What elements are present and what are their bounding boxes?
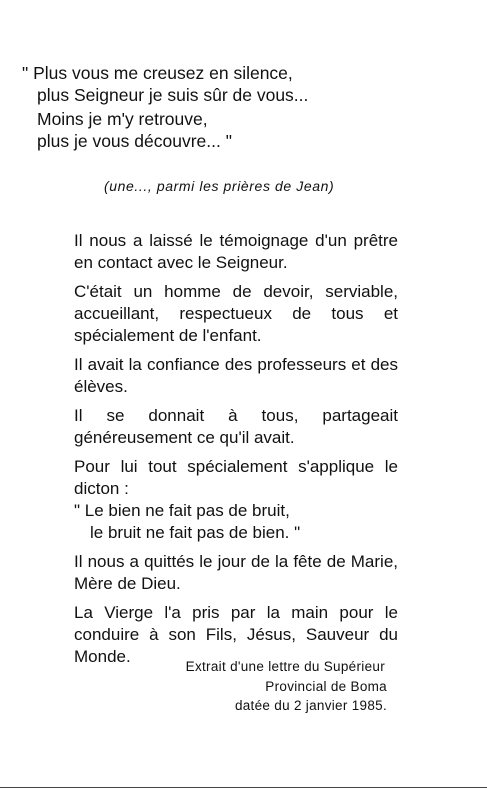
paragraph-saying-intro: Pour lui tout spécialement s'applique le dicton :: [74, 457, 398, 498]
source-line-2: Provincial de Boma: [265, 678, 387, 694]
opening-quote: [22, 62, 422, 152]
paragraph-passing: Il nous a quittés le jour de la fête de Marie, Mère de Dieu.: [74, 552, 398, 593]
tribute-text: [74, 230, 398, 675]
source-line-3: datée du 2 janvier 1985.: [234, 698, 387, 713]
quote-line-2: plus Seigneur je suis sûr de vous...: [37, 85, 309, 105]
quote-line-4: plus je vous découvre... ": [37, 131, 232, 151]
paragraph-confidence: Il avait la confiance des professeurs et des élèves.: [74, 355, 398, 396]
paragraph-character: C'était un homme de devoir, serviable, accueillant, respectueux de tous et spécialement de l'enfant.: [74, 282, 398, 345]
saying-line-1: " Le bien ne fait pas de bruit,: [74, 501, 290, 520]
quote-line-1: " Plus vous me creusez en silence,: [22, 63, 293, 83]
saying-line-2: le bruit ne fait pas de bien. ": [90, 523, 301, 542]
bottom-divider: [0, 787, 487, 788]
source-line-1: Extrait d'une lettre du Supérieur: [185, 659, 385, 674]
paragraph-virgin: La Vierge l'a pris par la main pour le conduire à son Fils, Jésus, Sauveur du Monde.: [74, 603, 398, 666]
paragraph-generosity: Il se donnait à tous, partageait généreusement ce qu'il avait.: [74, 406, 398, 447]
quote-line-3: Moins je m'y retrouve,: [37, 109, 208, 129]
saying-quote: [74, 500, 398, 544]
quote-attribution: (une..., parmi les prières de Jean): [104, 178, 335, 194]
letter-source: [186, 657, 387, 716]
paragraph-testimony: Il nous a laissé le témoignage d'un prêtre en contact avec le Seigneur.: [74, 231, 398, 272]
